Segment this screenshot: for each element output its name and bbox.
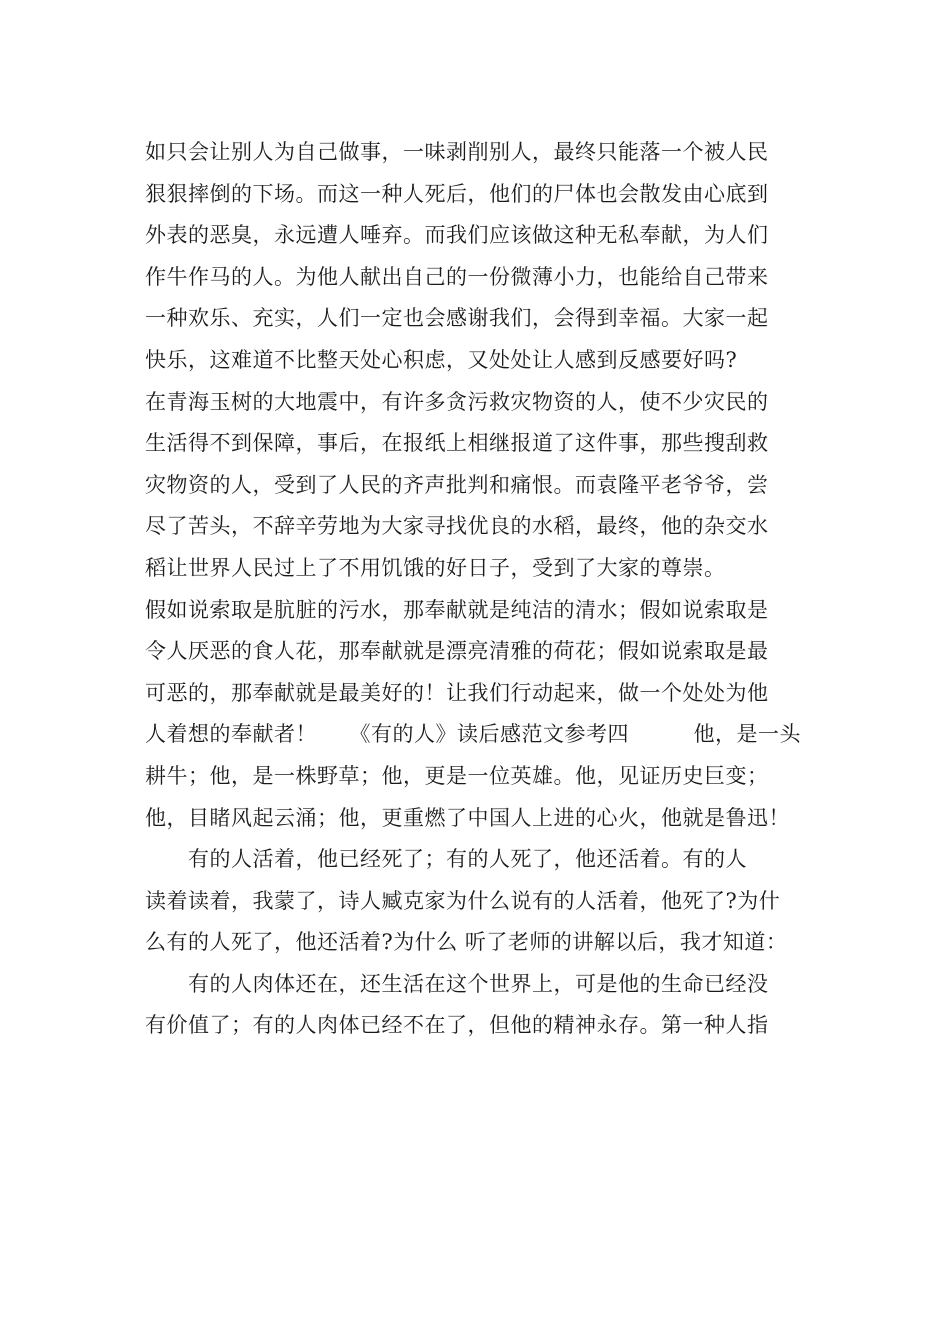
text-line: 外表的恶臭，永远遭人唾弃。而我们应该做这种无私奉献，为人们 <box>145 223 769 248</box>
text-line: 狠狠摔倒的下场。而这一种人死后，他们的尸体也会散发由心底到 <box>145 181 769 206</box>
text-line: 灾物资的人，受到了人民的齐声批判和痛恨。而袁隆平老爷爷，尝 <box>145 472 769 497</box>
text-line: 假如说索取是肮脏的污水，那奉献就是纯洁的清水；假如说索取是 <box>145 597 769 622</box>
text-line: 有的人肉体还在，还生活在这个世界上，可是他的生命已经没 <box>145 971 769 996</box>
text-line: 尽了苦头，不辞辛劳地为大家寻找优良的水稻，最终，他的杂交水 <box>145 514 769 539</box>
text-line: 他，目睹风起云涌；他，更重燃了中国人上进的心火，他就是鲁迅！ <box>145 805 790 830</box>
text-line: 稻让世界人民过上了不用饥饿的好日子，受到了大家的尊崇。 <box>145 555 726 580</box>
body-text <box>145 132 825 1047</box>
text-line: 令人厌恶的食人花，那奉献就是漂亮清雅的荷花；假如说索取是最 <box>145 639 769 664</box>
text-line: 有的人活着，他已经死了；有的人死了，他还活着。有的人 <box>145 847 747 872</box>
text-line: 一种欢乐、充实，人们一定也会感谢我们，会得到幸福。大家一起 <box>145 306 769 331</box>
text-line: 么有的人死了，他还活着?为什么 听了老师的讲解以后，我才知道： <box>145 930 788 955</box>
text-line: 在青海玉树的大地震中，有许多贪污救灾物资的人，使不少灾民的 <box>145 389 769 414</box>
text-line: 可恶的，那奉献就是最美好的！让我们行动起来，做一个处处为他 <box>145 680 769 705</box>
text-line: 有价值了；有的人肉体已经不在了，但他的精神永存。第一种人指 <box>145 1013 769 1038</box>
text-line: 人着想的奉献者！ 《有的人》读后感范文参考四 他，是一头 <box>145 722 801 747</box>
text-line: 如只会让别人为自己做事，一味剥削别人，最终只能落一个被人民 <box>145 140 769 164</box>
text-line: 作牛作马的人。为他人献出自己的一份微薄小力，也能给自己带来 <box>145 264 769 289</box>
text-line: 快乐，这难道不比整天处心积虑，又处处让人感到反感要好吗? <box>145 347 738 372</box>
text-line: 读着读着，我蒙了，诗人臧克家为什么说有的人活着，他死了?为什 <box>145 888 781 913</box>
text-line: 耕牛；他，是一株野草；他，更是一位英雄。他，见证历史巨变； <box>145 763 769 788</box>
text-line: 生活得不到保障，事后，在报纸上相继报道了这件事，那些搜刮救 <box>145 431 769 456</box>
